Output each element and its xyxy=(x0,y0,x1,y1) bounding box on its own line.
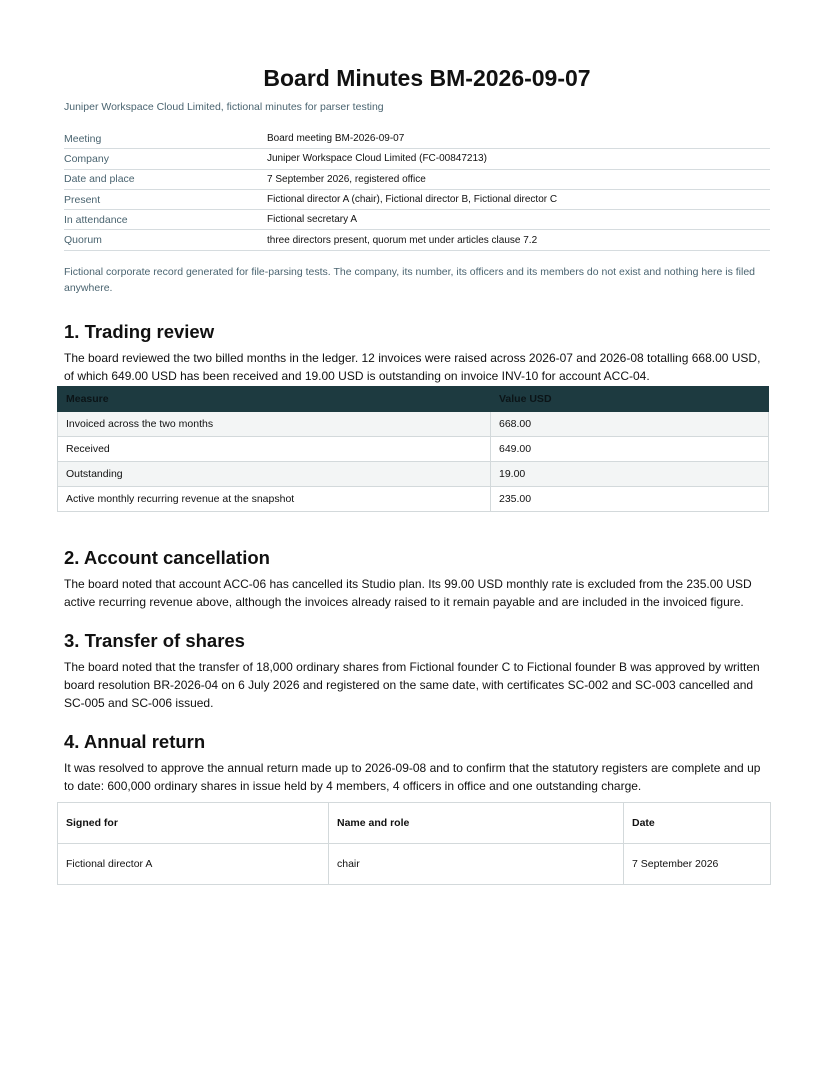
section-body-trading-review: The board reviewed the two billed months in the ledger. 12 invoices were raised across 2026-07 and 2026-08 totalling 668.00 USD, of which 649.00 USD has been received and 19.00 USD is outstanding on invoice INV-10 for account ACC-04. xyxy=(64,350,761,383)
meta-row xyxy=(64,230,770,250)
section-heading-transfer-of-shares: 3. Transfer of shares xyxy=(64,629,245,651)
meta-row xyxy=(64,129,770,149)
table-row xyxy=(58,486,769,511)
table-cell: Received xyxy=(58,436,491,461)
section-heading-trading-review: 1. Trading review xyxy=(64,320,215,342)
meta-key: Quorum xyxy=(64,230,267,250)
meeting-details-table xyxy=(64,129,770,251)
document-subtitle: Juniper Workspace Cloud Limited, fictional minutes for parser testing xyxy=(64,101,384,113)
table-row xyxy=(58,436,769,461)
column-header: Signed for xyxy=(58,802,329,843)
table-cell: Fictional director A xyxy=(58,843,329,884)
column-header: Date xyxy=(624,802,771,843)
table-cell: Active monthly recurring revenue at the snapshot xyxy=(58,486,491,511)
table-cell: 19.00 xyxy=(491,461,769,486)
table-cell: 235.00 xyxy=(491,486,769,511)
section-body-transfer-of-shares: The board noted that the transfer of 18,000 ordinary shares from Fictional founder C to Fictional founder B was approved by written board resolution BR-2026-04 on 6 July 2026 and registered on the same date, with certificates SC-002 and SC-003 cancelled and SC-005 and SC-006 issued. xyxy=(64,659,760,710)
table-cell: chair xyxy=(329,843,624,884)
column-header: Measure xyxy=(58,386,491,411)
column-header: Value USD xyxy=(491,386,769,411)
meta-value: Fictional secretary A xyxy=(267,210,770,230)
table-cell: 668.00 xyxy=(491,411,769,436)
table-header-row xyxy=(58,802,771,843)
meta-value: Juniper Workspace Cloud Limited (FC-00847213) xyxy=(267,149,770,169)
meta-key: Meeting xyxy=(64,129,267,149)
section-body-annual-return: It was resolved to approve the annual return made up to 2026-09-08 and to confirm that the statutory registers are complete and up to date: 600,000 ordinary shares in issue held by 4 members, 4 officers in office and one outstanding charge. xyxy=(64,760,761,793)
table-row xyxy=(58,461,769,486)
trading-summary-table xyxy=(57,386,769,512)
column-header: Name and role xyxy=(329,802,624,843)
table-cell: 7 September 2026 xyxy=(624,843,771,884)
meta-row xyxy=(64,149,770,169)
meta-value: three directors present, quorum met under articles clause 7.2 xyxy=(267,230,770,250)
table-row xyxy=(58,843,771,884)
document-title: Board Minutes BM-2026-09-07 xyxy=(263,65,591,91)
section-heading-annual-return: 4. Annual return xyxy=(64,730,206,752)
meta-value: Board meeting BM-2026-09-07 xyxy=(267,129,770,149)
disclaimer-note: Fictional corporate record generated for file-parsing tests. The company, its number, its officers and its members do not exist and nothing here is filed anywhere. xyxy=(64,265,756,294)
meta-value: 7 September 2026, registered office xyxy=(267,169,770,189)
table-cell: Invoiced across the two months xyxy=(58,411,491,436)
section-body-account-cancellation: The board noted that account ACC-06 has cancelled its Studio plan. Its 99.00 USD monthly rate is excluded from the 235.00 USD active recurring revenue above, although the invoices already raised to it remain payable and are included in the invoiced figure. xyxy=(64,576,752,609)
meta-value: Fictional director A (chair), Fictional director B, Fictional director C xyxy=(267,189,770,209)
meta-key: In attendance xyxy=(64,210,267,230)
meta-row xyxy=(64,210,770,230)
section-heading-account-cancellation: 2. Account cancellation xyxy=(64,546,270,568)
meta-key: Company xyxy=(64,149,267,169)
meta-key: Date and place xyxy=(64,169,267,189)
meta-row xyxy=(64,189,770,209)
signature-table xyxy=(57,802,771,885)
table-cell: 649.00 xyxy=(491,436,769,461)
table-header-row xyxy=(58,386,769,411)
meta-key: Present xyxy=(64,189,267,209)
document-body xyxy=(64,62,770,885)
meta-row xyxy=(64,169,770,189)
table-row xyxy=(58,411,769,436)
table-cell: Outstanding xyxy=(58,461,491,486)
